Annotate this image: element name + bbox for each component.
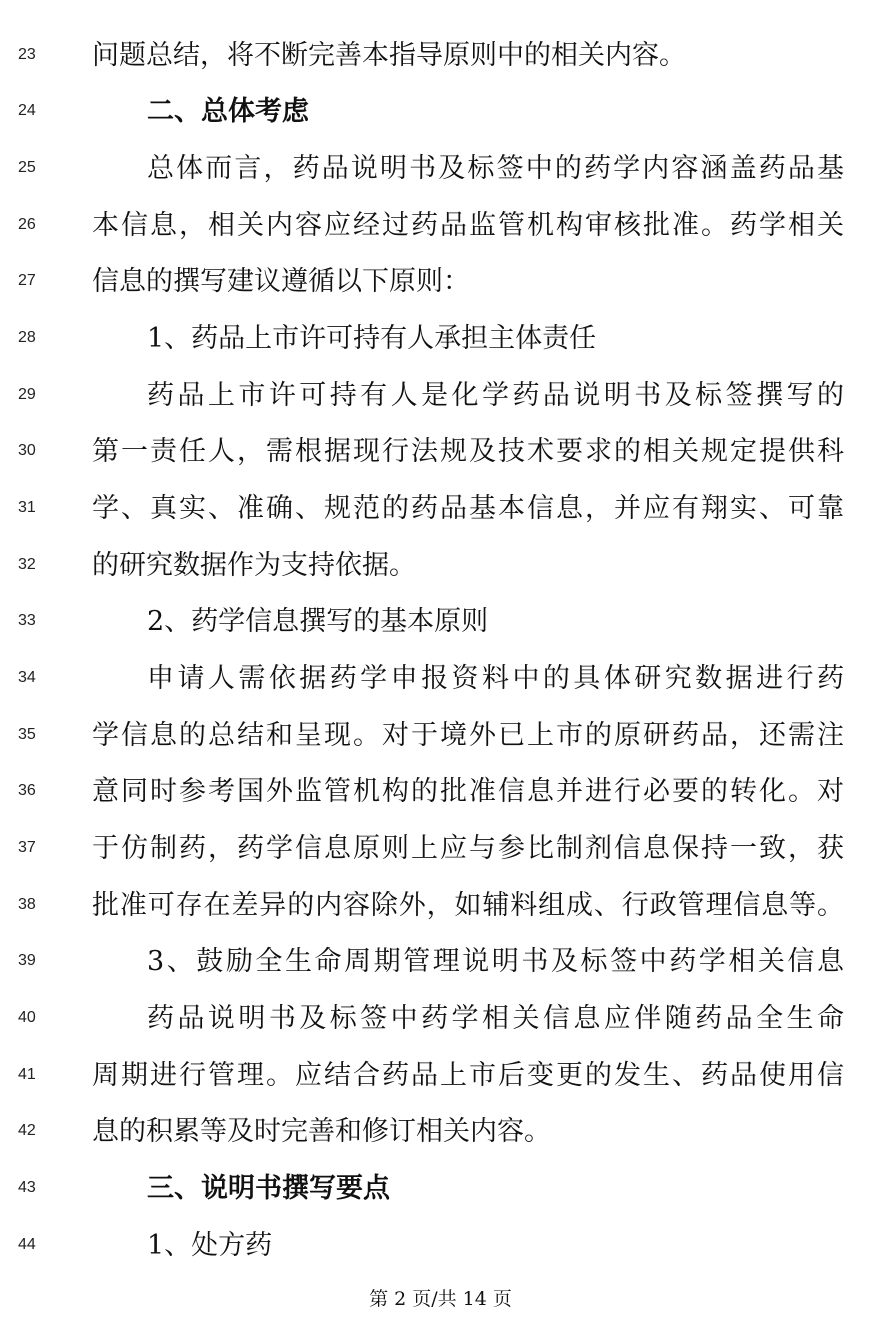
line-number: 28 <box>18 329 36 346</box>
line-41 <box>0 1056 881 1113</box>
line-36 <box>0 772 881 829</box>
line-number: 31 <box>18 499 36 516</box>
line-29 <box>0 376 881 433</box>
line-number: 37 <box>18 839 36 856</box>
line-number: 34 <box>18 669 36 686</box>
line-42 <box>0 1112 881 1169</box>
line-33 <box>0 602 881 659</box>
line-number: 39 <box>18 952 36 969</box>
line-number: 30 <box>18 442 36 459</box>
line-34 <box>0 659 881 716</box>
line-23 <box>0 36 881 93</box>
line-text: 药品说明书及标签中药学相关信息应伴随药品全生命 <box>147 1003 844 1034</box>
line-28 <box>0 319 881 376</box>
line-text: 批准可存在差异的内容除外，如辅料组成、行政管理信息等。 <box>92 890 844 921</box>
line-number: 32 <box>18 556 36 573</box>
line-39 <box>0 942 881 999</box>
line-text: 本信息，相关内容应经过药品监管机构审核批准。药学相关 <box>92 210 844 241</box>
line-38 <box>0 886 881 943</box>
line-text: 申请人需依据药学申报资料中的具体研究数据进行药 <box>147 663 844 694</box>
line-text: 的研究数据作为支持依据。 <box>92 550 416 581</box>
line-24 <box>0 92 881 149</box>
line-27 <box>0 262 881 319</box>
line-number: 33 <box>18 612 36 629</box>
line-text: 周期进行管理。应结合药品上市后变更的发生、药品使用信 <box>92 1060 844 1091</box>
subsection-heading: 1、药品上市许可持有人承担主体责任 <box>147 323 597 354</box>
line-31 <box>0 489 881 546</box>
line-number: 40 <box>18 1009 36 1026</box>
line-number: 43 <box>18 1179 36 1196</box>
line-30 <box>0 432 881 489</box>
line-text: 问题总结，将不断完善本指导原则中的相关内容。 <box>92 40 686 71</box>
line-37 <box>0 829 881 886</box>
line-number: 29 <box>18 386 36 403</box>
line-text: 总体而言，药品说明书及标签中的药学内容涵盖药品基 <box>147 153 844 184</box>
line-text: 息的积累等及时完善和修订相关内容。 <box>92 1116 551 1147</box>
line-text: 学信息的总结和呈现。对于境外已上市的原研药品，还需注 <box>92 720 844 751</box>
line-26 <box>0 206 881 263</box>
line-text: 意同时参考国外监管机构的批准信息并进行必要的转化。对 <box>92 776 844 807</box>
line-text: 学、真实、准确、规范的药品基本信息，并应有翔实、可靠 <box>92 493 844 524</box>
line-text: 信息的撰写建议遵循以下原则： <box>92 266 470 297</box>
line-number: 27 <box>18 272 36 289</box>
line-text: 药品上市许可持有人是化学药品说明书及标签撰写的 <box>147 380 844 411</box>
section-heading: 三、说明书撰写要点 <box>147 1173 390 1204</box>
subsection-heading: 2、药学信息撰写的基本原则 <box>147 606 489 637</box>
line-43 <box>0 1169 881 1226</box>
line-number: 24 <box>18 102 36 119</box>
line-number: 25 <box>18 159 36 176</box>
line-text: 第一责任人，需根据现行法规及技术要求的相关规定提供科 <box>92 436 844 467</box>
section-heading: 二、总体考虑 <box>147 96 309 127</box>
line-35 <box>0 716 881 773</box>
line-number: 26 <box>18 216 36 233</box>
subsection-heading: 3、鼓励全生命周期管理说明书及标签中药学相关信息 <box>147 946 844 977</box>
line-number: 35 <box>18 726 36 743</box>
line-44 <box>0 1226 881 1283</box>
line-number: 41 <box>18 1066 36 1083</box>
line-25 <box>0 149 881 206</box>
line-40 <box>0 999 881 1056</box>
line-number: 44 <box>18 1236 36 1253</box>
line-text: 于仿制药，药学信息原则上应与参比制剂信息保持一致，获 <box>92 833 844 864</box>
page-footer: 第 2 页/共 14 页 <box>369 1288 512 1310</box>
line-number: 42 <box>18 1122 36 1139</box>
line-number: 36 <box>18 782 36 799</box>
subsection-heading: 1、处方药 <box>147 1230 273 1261</box>
line-32 <box>0 546 881 603</box>
line-number: 23 <box>18 46 36 63</box>
line-number: 38 <box>18 896 36 913</box>
